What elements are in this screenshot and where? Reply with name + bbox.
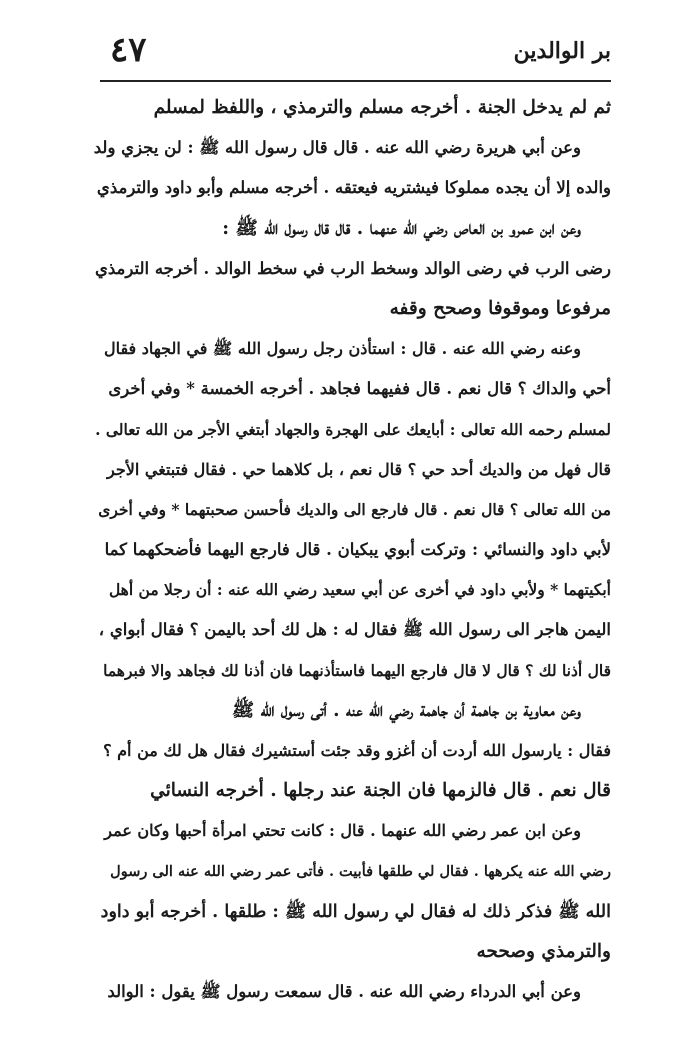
text-line: مرفوعا وموقوفا وصحح وقفه (389, 297, 611, 319)
text-line: والترمذي وصححه (476, 940, 611, 962)
text-line: وعن ابن عمر رضي الله عنهما . قال : كانت تحتي امرأة أحبها وكان عمر (104, 821, 581, 841)
text-line: الله ﷺ فذكر ذلك له فقال لي رسول الله ﷺ : طلقها . أخرجه أبو داود (100, 901, 611, 922)
text-line: قال أذنا لك ؟ قال لا قال فارجع اليهما فاستأذنهما فان أذنا لك فجاهد والا فبرهما (103, 660, 611, 680)
running-title: بر الوالدين (513, 38, 611, 64)
text-line: فقال : يارسول الله أردت أن أغزو وقد جئت أستشيرك فقال هل لك من أم ؟ (103, 741, 611, 760)
text-line: قال نعم . قال فالزمها فان الجنة عند رجلها . أخرجه النسائي (150, 780, 611, 802)
text-line: قال فهل من والديك أحد حي ؟ قال نعم ، بل كلاهما حي . فقال فتبتغي الأجر (107, 459, 611, 479)
page-header (100, 30, 611, 74)
header-rule (100, 80, 611, 82)
page-number: ٤٧ (110, 30, 147, 70)
text-line: أحي والداك ؟ قال نعم . قال ففيهما فجاهد . أخرجه الخمسة * وفي أخرى (108, 379, 611, 399)
text-line: لأبي داود والنسائي : وتركت أبوي يبكيان . قال فارجع اليهما فأضحكهما كما (104, 540, 611, 560)
body-text (94, 88, 611, 1012)
text-line: وعن أبي الدرداء رضي الله عنه . قال سمعت رسول ﷺ يقول : الوالد (107, 982, 581, 1002)
text-line: وعنه رضي الله عنه . قال : استأذن رجل رسول الله ﷺ في الجهاد فقال (103, 339, 581, 359)
text-line: أبكيتهما * ولأبي داود في أخرى عن أبي سعيد رضي الله عنه : أن رجلا من أهل (108, 580, 611, 600)
text-line: والده إلا أن يجده مملوكا فيشتريه فيعتقه . أخرجه مسلم وأبو داود والترمذي (96, 178, 611, 198)
text-line: لمسلم رحمه الله تعالى : أبايعك على الهجرة والجهاد أبتغي الأجر من الله تعالى . (95, 419, 611, 439)
text-line: وعن معاوية بن جاهمة أن جاهمة رضي الله عنه . أتى رسول الله ﷺ (231, 699, 581, 721)
text-line: وعن ابن عمرو بن العاص رضي الله عنهما . قال قال رسول الله ﷺ : (222, 217, 581, 239)
text-line: اليمن هاجر الى رسول الله ﷺ فقال له : هل لك أحد باليمن ؟ فقال أبواي ، (98, 620, 611, 640)
text-line: ثم لم يدخل الجنة . أخرجه مسلم والترمذي ، واللفظ لمسلم (153, 97, 611, 118)
text-line: رضي الله عنه يكرهها . فقال لي طلقها فأبيت . فأتى عمر رضي الله عنه الى رسول (110, 862, 611, 880)
text-line: من الله تعالى ؟ قال نعم . قال فارجع الى والديك فأحسن صحبتهما * وفي أخرى (98, 499, 611, 519)
text-line: رضى الرب في رضى الوالد وسخط الرب في سخط الوالد . أخرجه الترمذي (94, 258, 611, 278)
text-line: وعن أبي هريرة رضي الله عنه . قال قال رسول الله ﷺ : لن يجزي ولد (94, 138, 581, 158)
